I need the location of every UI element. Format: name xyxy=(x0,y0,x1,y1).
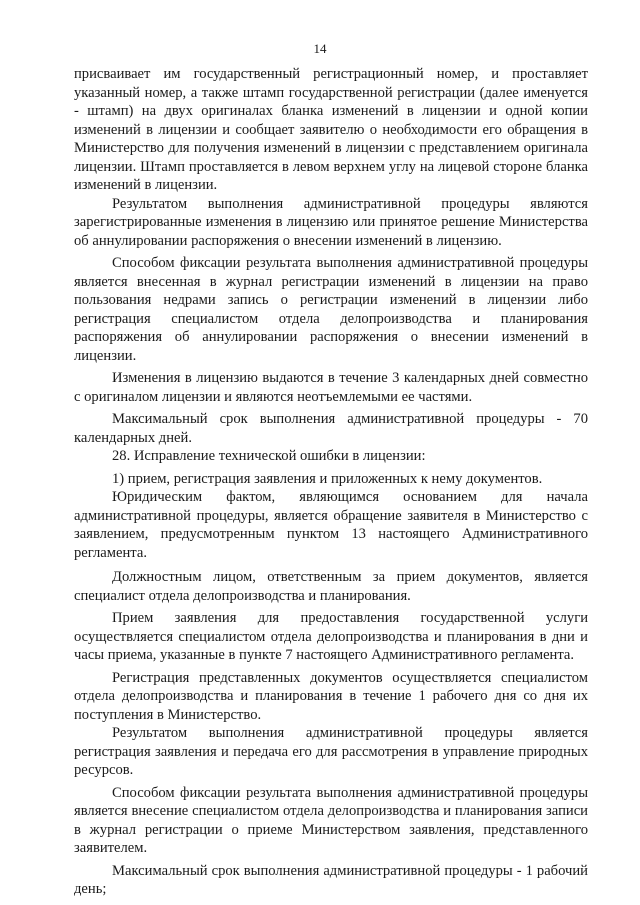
page-number: 14 xyxy=(313,41,327,56)
document-body xyxy=(74,65,588,899)
paragraph-continuation: присваивает им государственный регистрационный номер, и проставляет указанный номер, а также штамп государственной регистрации (далее именуется - штамп) на двух оригиналах бланка изменений в лицензии и одной копии изменений в лицензии и сообщает заявителю о необходимости его обращения в Министерство для получения изменений в лицензии с представлением оригинала лицензии. Штамп проставляется в левом верхнем углу на лицевой стороне бланка изменений в лицензии. xyxy=(74,66,588,193)
paragraph-reception: Прием заявления для предоставления государственной услуги осуществляется специалистом отдела делопроизводства и планирования в дни и часы приема, указанные в пункте 7 настоящего Административного регламента. xyxy=(74,610,588,663)
paragraph-max-term-final: Максимальный срок выполнения административной процедуры - 1 рабочий день; xyxy=(74,862,588,897)
paragraph-legal-fact: Юридическим фактом, являющимся основанием для начала административной процедуры, является обращение заявителя в Министерство с заявлением, предусмотренным пунктом 13 настоящего Административного регламента. xyxy=(74,489,588,561)
paragraph-max-term: Максимальный срок выполнения административной процедуры - 70 календарных дней. xyxy=(74,411,588,446)
paragraph-fixation-method: Способом фиксации результата выполнения административной процедуры является внесенная в журнал регистрации изменений в лицензии на право пользования недрами запись о регистрации изменений в лицензии либо регистрация специалистом отдела делопроизводства и планирования распоряжения об аннулировании распоряжения о внесении изменений в лицензии. xyxy=(74,255,588,364)
paragraph-procedure-result: Результатом выполнения административной процедуры является регистрация заявления и передача его для рассмотрения в управление природных ресурсов. xyxy=(74,725,588,778)
paragraph-issuance: Изменения в лицензию выдаются в течение 3 календарных дней совместно с оригиналом лицензии и являются неотъемлемыми ее частями. xyxy=(74,370,588,405)
paragraph-fixation-record: Способом фиксации результата выполнения административной процедуры является внесение специалистом отдела делопроизводства и планирования записи в журнал регистрации о приеме Министерством заявления, представленного заявителем. xyxy=(74,784,588,856)
paragraph-registration: Регистрация представленных документов осуществляется специалистом отдела делопроизводства и планирования в течение 1 рабочего дня со дня их поступления в Министерство. xyxy=(74,669,588,723)
paragraph-item-1: 1) прием, регистрация заявления и приложенных к нему документов. xyxy=(112,470,543,487)
paragraph-responsible-person: Должностным лицом, ответственным за прием документов, является специалист отдела делопроизводства и планирования. xyxy=(74,569,588,604)
paragraph-result: Результатом выполнения административной процедуры являются зарегистрированные изменения в лицензию или принятое решение Министерства об аннулировании распоряжения о внесении изменений в лицензию. xyxy=(74,195,588,249)
paragraph-section-28: 28. Исправление технической ошибки в лицензии: xyxy=(112,448,426,464)
